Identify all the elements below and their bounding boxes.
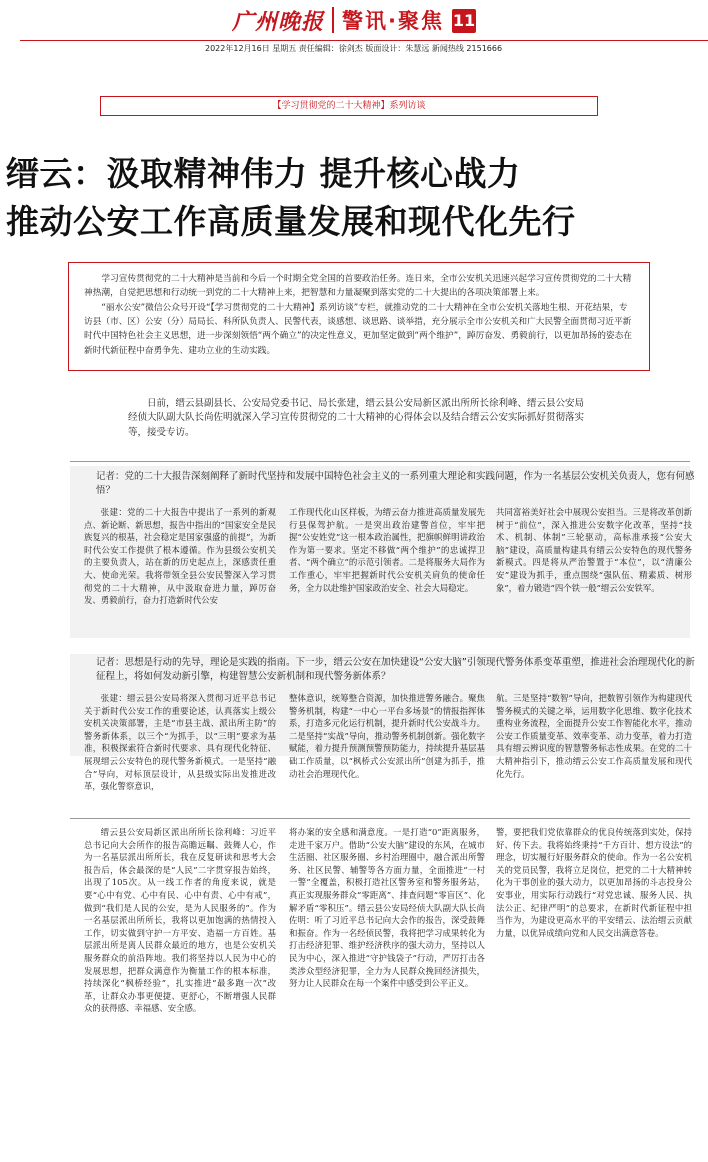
answer-3-col-1: 缙云县公安局新区派出所所长徐利峰：习近平总书记向大会所作的报告高瞻远瞩、鼓舞人心，作为一名基层派出所所长，我在反复研读和思考大会报告后，体会最深的是“人民”二字贯穿报告始终，出现了105次。从一线工作者的角度来说，就是要“心中有党、心中有民、心中有责、心中有戒”，做到“我们是人民的公安，是为人民服务的”。作为一名基层派出所所长，我将以更加饱满的热情投入工作，切实做到守护一方平安、造福一方百姓。基层派出所是离人民群众最近的地方，也是公安机关服务群众的前沿阵地。我们将坚持以人民为中心的发展思想，把群众满意作为衡量工作的根本标准，持续深化“枫桥经验”，扎实推进“最多跑一次”改革，让群众办事更便捷、更舒心，不断增强人民群众的获得感、幸福感、安全感。 bbox=[84, 827, 276, 1014]
answer-2-col-3: 航。三是坚持“数智”导向，把数智引领作为构建现代警务模式的关键之举，运用数字化思维、数字化技术重构业务流程，全面提升公安工作智能化水平，推动公安工作质量变革、效率变革、动力变革，着力打造具有缙云辨识度的智慧警务标志性成果。在党的二十大精神指引下，推动缙云公安工作高质量发展和现代化先行。 bbox=[496, 693, 692, 779]
masthead-rule bbox=[20, 40, 708, 41]
series-banner: 【学习贯彻党的二十大精神】系列访谈 bbox=[100, 96, 598, 116]
answer-2-col-1: 张建：缙云县公安局将深入贯彻习近平总书记关于新时代公安工作的重要论述，认真落实上级公安机关决策部署，主是“市县主战、派出所主防”的警务新体系，以三个“为抓手，以“三明”要求为基准，积极探索符合新时代要求、具有现代化特征、展现缙云公安特色的现代警务新模式。一是坚持“融合”导向，对标顶层设计，从县级实际出发推进改革，强化警察意识， bbox=[84, 693, 276, 792]
headline-line-1: 缙云：汲取精神伟力 提升核心战力 bbox=[6, 154, 521, 193]
answer-3-col-3: 警，要把我们党依靠群众的优良传统落到实处，保持好、传下去。我将始终秉持“千方百计、想方设法”的理念，切实履行好服务群众的使命。作为一名公安机关的党员民警，我将立足岗位，把党的二十大精神转化为干事创业的强大动力，以更加昂扬的斗志投身公安事业，用实际行动践行“对党忠诚、服务人民、执法公正、纪律严明”的总要求，在新时代新征程中担当作为，为建设更高水平的平安缙云、法治缙云贡献力量，以优异成绩向党和人民交出满意答卷。 bbox=[496, 827, 692, 938]
intro-paragraph-2: “丽水公安”微信公众号开设“【学习贯彻党的二十大精神】系列访谈”专栏，就推动党的二十大精神在全市公安机关落地生根、开花结果，专访县（市、区）公安（分）局局长、科所队负责人、民警代表，谈感想、谈思路、谈举措，充分展示全市公安机关和广大民警全面贯彻习近平新时代中国特色社会主义思想，进一步深刻领悟“两个确立”的决定性意义，更加坚定做到“两个维护”，踔厉奋发、勇毅前行，以更加昂扬的姿态在新时代新征程中奋勇争先、建功立业的生动实践。 bbox=[84, 303, 632, 356]
dateline: 2022年12月16日 星期五 责任编辑：徐剑杰 版面设计：朱慧远 新闻热线 2151666 bbox=[205, 44, 503, 53]
bottom-rule bbox=[70, 818, 690, 819]
question-2: 记者：思想是行动的先导，理论是实践的指南。下一步，缙云公安在加快建设“公安大脑”引领现代警务体系变革重塑，推进社会治理现代化的新征程上，将如何发动新引擎，构建智慧公安新机制和现代警务新体系？ bbox=[96, 657, 695, 683]
section-rule bbox=[70, 461, 690, 462]
answer-3-col-2: 将办案的安全感和满意度。一是打造“0”距离服务，走进千家万户。借助“公安大脑”建设的东风，在城市生活圈、社区服务圈、乡村治理圈中，融合派出所警务、社区民警、辅警等各方面力量，全面推进“一村一警”全覆盖，积极打造社区警务室和警务服务站，真正实现服务群众“零距离”、排查问题“零盲区”、化解矛盾“零积压”。缙云县公安局经侦大队副大队长尚佐明：听了习近平总书记向大会作的报告，深受鼓舞和振奋。作为一名经侦民警，我将把学习成果转化为打击经济犯罪、维护经济秩序的强大动力，坚持以人民为中心，深入推进“守护钱袋子”行动，严厉打击各类涉众型经济犯罪，全力为人民群众挽回经济损失，努力让人民群众在每一个案件中感受到公平正义。 bbox=[289, 827, 485, 989]
answer-1-col-2: 工作现代化山区样板，为缙云奋力推进高质量发展先行县保驾护航。一是突出政治建警首位，牢牢把握“公安姓党”这一根本政治属性，把旗帜鲜明讲政治作为第一要求。坚定不移做“两个维护”的忠诚捍卫者、“两个确立”的示范引领者。二是将服务大局作为工作重心，牢牢把握新时代公安机关肩负的使命任务，全力以赴维护国家政治安全、社会大局稳定。 bbox=[289, 507, 485, 593]
answer-1-col-3: 共同富裕美好社会中展现公安担当。三是将改革创新树于“前位”，深入推进公安数字化改革，坚持“技术、机制、体制”三轮驱动，高标准承接“公安大脑”建设，高质量构建具有缙云公安特色的现代警务新模式。四是将从严治警置于“本位”，以“清廉公安”建设为抓手，重点围绕“强队伍、精素质、树形象”，着力锻造“四个铁一般”缙云公安铁军。 bbox=[496, 507, 692, 593]
headline-line-2: 推动公安工作高质量发展和现代化先行 bbox=[6, 202, 576, 241]
answer-1-col-1: 张建：党的二十大报告中提出了一系列的新观点、新论断、新思想，报告中指出的“国家安全是民族复兴的根基，社会稳定是国家强盛的前提”，为新时代公安工作提供了根本遵循。作为县级公安机关的主要负责人，站在新的历史起点上，深感责任重大、使命光荣。我将带领全县公安民警深入学习贯彻党的二十大精神，从中汲取奋进力量，踔厉奋发、勇毅前行，奋力打造新时代公安 bbox=[84, 507, 276, 606]
answer-2-col-2: 整体意识，统筹整合资源，加快推进警务融合。聚焦警务机制，构建“一中心一平台多场景”的情报指挥体系，打造多元化运行机制，提升新时代公安战斗力。二是坚持“实战”导向，推动警务机制创新。强化数字赋能，着力提升预测预警预防能力，持续提升基层基础工作质量，以“枫桥式公安派出所”创建为抓手，推动社会治理现代化。 bbox=[289, 693, 485, 779]
masthead-divider bbox=[332, 7, 334, 33]
question-1: 记者：党的二十大报告深刻阐释了新时代坚持和发展中国特色社会主义的一系列重大理论和实践问题，作为一名基层公安机关负责人，您有何感悟？ bbox=[96, 471, 695, 497]
lead-paragraph: 日前，缙云县副县长、公安局党委书记、局长张建，缙云县公安局新区派出所所长徐利峰、缙云县公安局经侦大队副大队长尚佐明就深入学习宣传贯彻党的二十大精神的心得体会以及结合缙云公安实际抓好贯彻落实等，接受专访。 bbox=[128, 398, 585, 438]
section-name: 警讯·聚焦 bbox=[342, 9, 444, 33]
page-number: 11 bbox=[452, 9, 476, 33]
newspaper-name: 广州晚报 bbox=[232, 8, 325, 35]
intro-paragraph-1: 学习宣传贯彻党的二十大精神是当前和今后一个时期全党全国的首要政治任务。连日来，全市公安机关迅速兴起学习宣传贯彻党的二十大精神热潮，自觉把思想和行动统一到党的二十大精神上来，把智慧和力量凝聚到落实党的二十大提出的各项决策部署上来。 bbox=[84, 274, 632, 299]
masthead bbox=[232, 2, 444, 38]
